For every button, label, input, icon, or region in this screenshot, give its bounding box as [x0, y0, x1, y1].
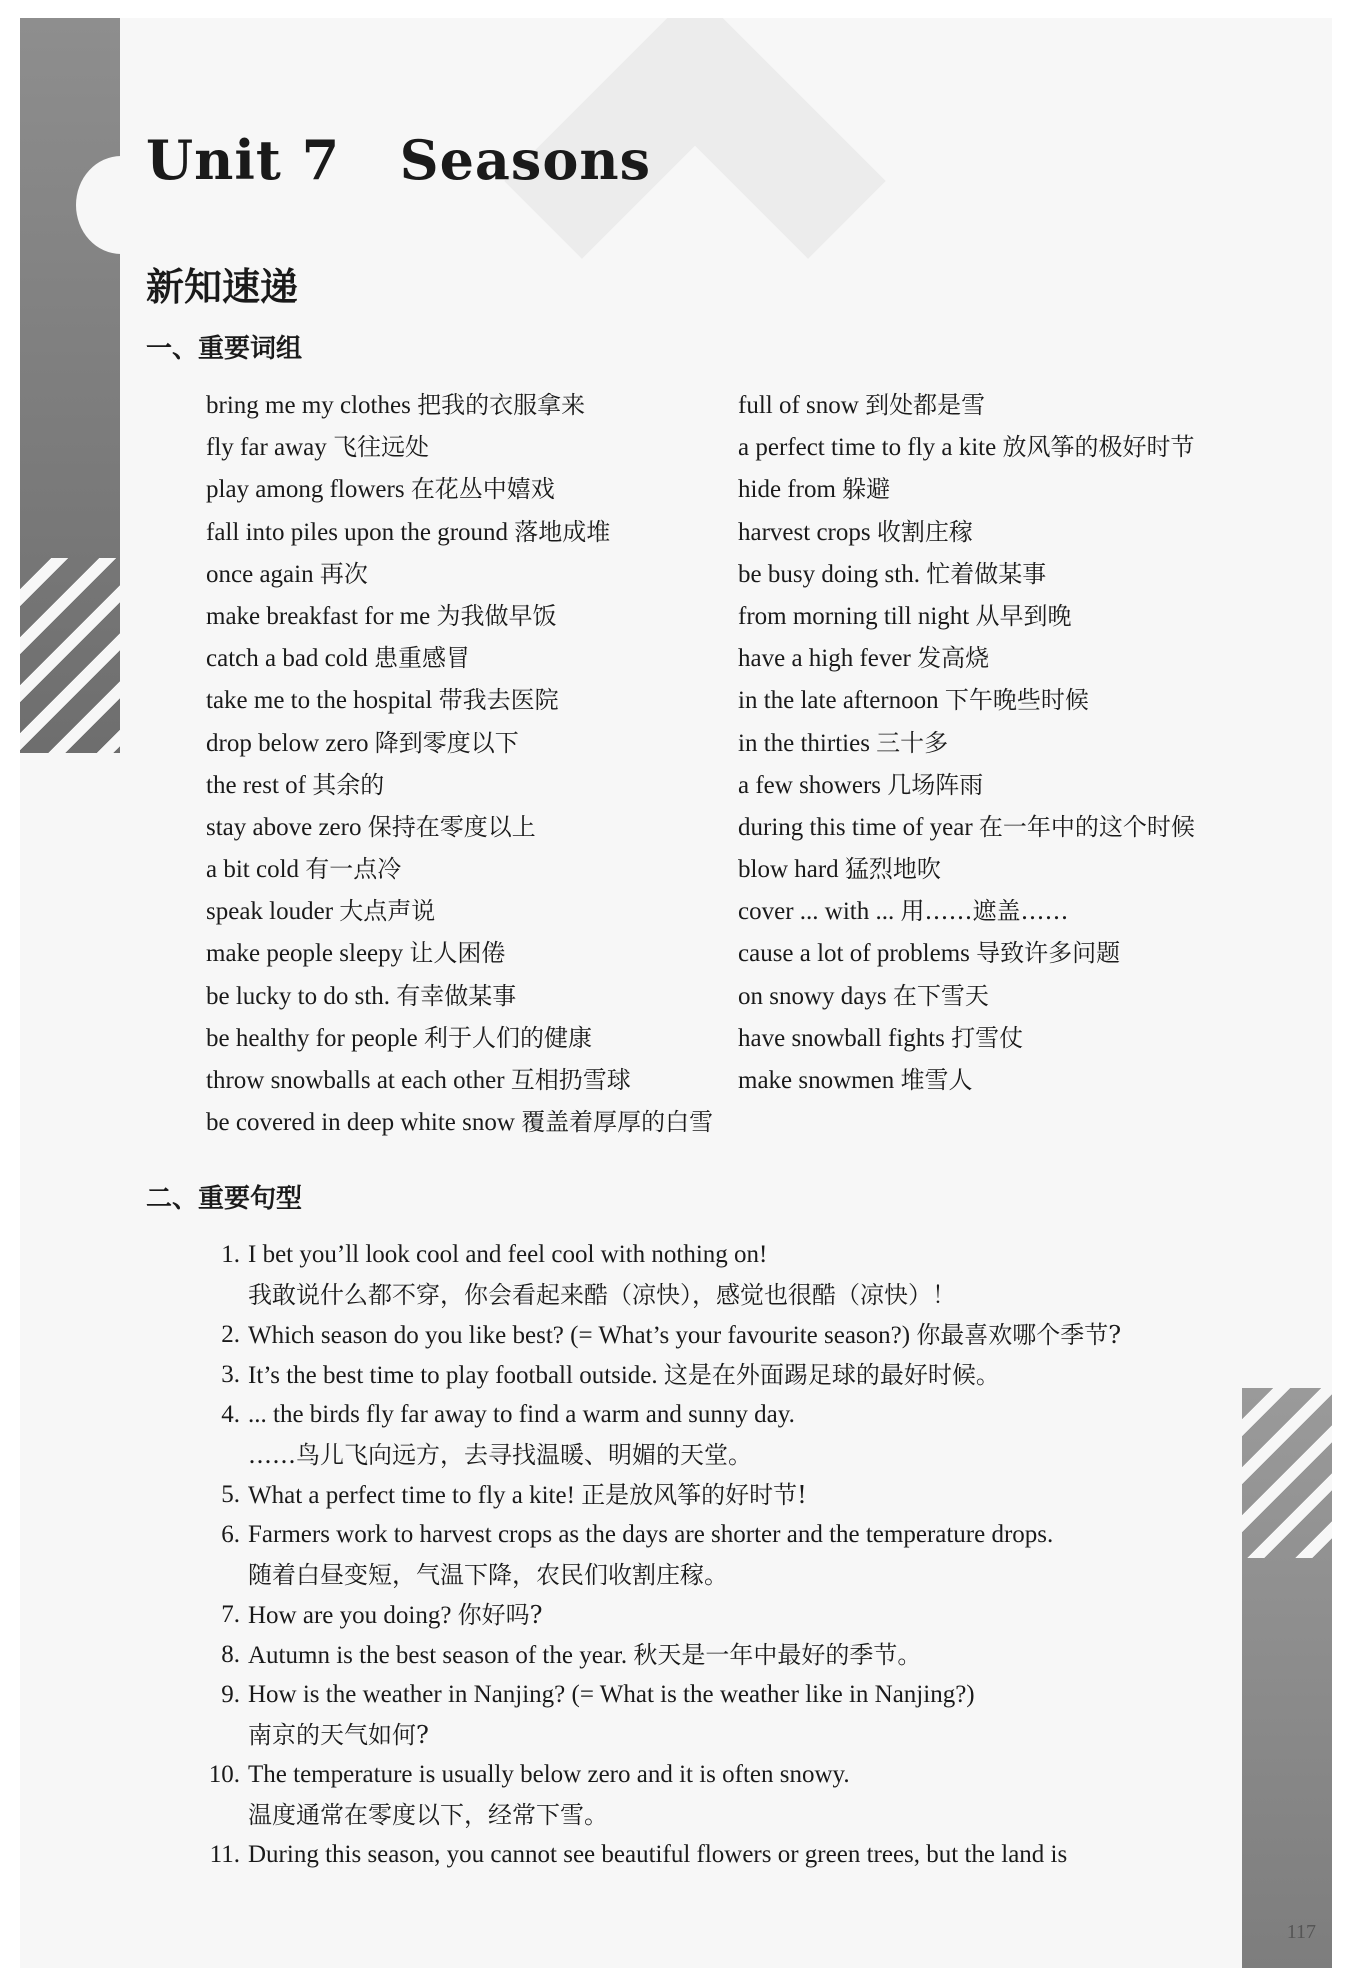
phrase-item	[738, 806, 1195, 848]
phrase-english: in the late afternoon	[738, 687, 939, 715]
phrase-english: make snowmen	[738, 1067, 895, 1094]
sentence-english: Autumn is the best season of the year.	[248, 1642, 628, 1669]
phrase-chinese: 放风筝的极好时节	[1002, 433, 1195, 462]
phrase-english: be busy doing sth.	[738, 560, 920, 588]
sentence-line	[248, 1435, 1266, 1475]
sentence-line	[248, 1275, 1266, 1315]
phrase-english: hide from	[738, 476, 836, 504]
phrase-english: harvest crops	[738, 518, 871, 546]
phrase-english: fly far away	[206, 434, 327, 462]
phrase-chinese: 在一年中的这个时候	[978, 812, 1195, 841]
sentence-english: During this season, you cannot see beautiful flowers or green trees, but the land is	[248, 1841, 1068, 1868]
phrase-item	[738, 468, 1195, 510]
sentence-item	[206, 1675, 1266, 1755]
phrase-english: blow hard	[738, 856, 839, 884]
phrases-heading: 一、重要词组	[146, 334, 303, 364]
phrase-chinese: 从早到晚	[975, 601, 1072, 630]
phrase-chinese: 到处都是雪	[865, 391, 986, 419]
phrase-chinese: 落地成堆	[514, 517, 611, 546]
phrase-item	[738, 384, 1195, 426]
sentence-number: 11.	[209, 1841, 240, 1868]
phrase-english: have snowball fights	[738, 1024, 945, 1052]
phrase-english: speak louder	[206, 898, 334, 926]
phrase-english: on snowy days	[738, 982, 887, 1010]
sentence-number: 4.	[221, 1401, 240, 1428]
sentence-item	[206, 1395, 1266, 1475]
phrase-list	[20, 384, 1332, 1144]
sentence-line	[248, 1315, 1266, 1355]
phrase-english: cause a lot of problems	[738, 940, 970, 968]
sentence-chinese: 你好吗?	[457, 1601, 543, 1629]
phrase-english: throw snowballs at each other	[206, 1067, 505, 1094]
phrase-english: during this time of year	[738, 813, 973, 841]
phrase-item	[206, 637, 713, 679]
phrase-item	[206, 553, 713, 595]
phrase-english: be lucky to do sth.	[206, 982, 391, 1010]
phrase-chinese: 发高烧	[917, 644, 990, 673]
phrase-chinese: 有一点冷	[305, 855, 402, 884]
phrase-chinese: 在花丛中嬉戏	[410, 475, 555, 504]
phrase-chinese: 收割庄稼	[876, 517, 973, 546]
phrase-english: from morning till night	[738, 602, 970, 630]
sentence-line	[248, 1555, 1266, 1595]
phrase-item	[206, 679, 713, 721]
sentence-item	[206, 1355, 1266, 1395]
sentence-english: The temperature is usually below zero and it is often snowy.	[248, 1761, 850, 1788]
phrase-item	[206, 806, 713, 848]
phrase-english: fall into piles upon the ground	[206, 518, 509, 546]
phrase-item	[738, 975, 1195, 1017]
sentence-list	[206, 1235, 1266, 1875]
sentence-english: How are you doing?	[248, 1602, 452, 1629]
phrase-item	[738, 595, 1195, 637]
sentence-number: 1.	[221, 1241, 240, 1268]
sentence-line	[248, 1595, 1266, 1635]
phrase-english: cover ... with ...	[738, 898, 895, 926]
phrase-english: make breakfast for me	[206, 602, 431, 630]
sentence-chinese: 我敢说什么都不穿，你会看起来酷（凉快），感觉也很酷（凉快）！	[248, 1281, 956, 1309]
phrase-item	[206, 764, 713, 806]
phrase-chinese: 猛烈地吹	[844, 855, 941, 884]
sentence-line	[248, 1395, 1266, 1435]
sentence-line	[248, 1355, 1266, 1395]
phrase-item	[738, 553, 1195, 595]
phrase-item	[206, 1059, 713, 1101]
phrase-english: drop below zero	[206, 729, 369, 757]
phrase-chinese: 为我做早饭	[436, 601, 557, 630]
phrase-english: catch a bad cold	[206, 645, 368, 673]
sentence-number: 8.	[221, 1641, 240, 1668]
phrase-chinese: 导致许多问题	[976, 939, 1121, 968]
phrase-chinese: 大点声说	[339, 897, 436, 926]
sentence-item	[206, 1835, 1266, 1875]
phrase-english: have a high fever	[738, 645, 911, 673]
sentence-chinese: ……鸟儿飞向远方，去寻找温暖、明媚的天堂。	[248, 1441, 752, 1469]
phrase-chinese: 下午晚些时候	[944, 686, 1089, 715]
phrase-item	[206, 722, 713, 764]
sentence-chinese: 南京的天气如何?	[248, 1721, 429, 1749]
phrase-item	[738, 1017, 1195, 1059]
phrase-item	[738, 932, 1195, 974]
section-title: 新知速递	[146, 265, 299, 309]
phrase-chinese: 患重感冒	[373, 644, 470, 673]
phrase-item	[206, 1017, 713, 1059]
phrase-english: once again	[206, 560, 314, 588]
sentence-number: 2.	[221, 1321, 240, 1348]
phrase-chinese: 把我的衣服拿来	[417, 391, 586, 419]
phrase-chinese: 带我去医院	[438, 686, 559, 715]
page-number: 117	[1286, 1921, 1316, 1943]
phrase-chinese: 打雪仗	[951, 1023, 1024, 1052]
sentence-line	[248, 1515, 1266, 1555]
sentence-chinese: 这是在外面踢足球的最好时候。	[663, 1361, 1000, 1389]
sentence-line	[248, 1755, 1266, 1795]
sentence-item	[206, 1635, 1266, 1675]
phrase-item	[206, 426, 713, 468]
sentence-english: What a perfect time to fly a kite!	[248, 1482, 575, 1509]
phrase-english: stay above zero	[206, 813, 362, 841]
phrase-item	[738, 890, 1195, 932]
phrase-column-left	[206, 384, 713, 1143]
sentence-line	[248, 1795, 1266, 1835]
sentence-english: Farmers work to harvest crops as the days are shorter and the temperature drops.	[248, 1521, 1054, 1548]
phrase-chinese: 三十多	[876, 728, 949, 757]
phrase-item	[738, 1059, 1195, 1101]
sentence-chinese: 你最喜欢哪个季节?	[916, 1321, 1122, 1349]
phrase-item	[206, 890, 713, 932]
sentence-number: 10.	[208, 1761, 240, 1788]
sentence-number: 9.	[221, 1681, 240, 1708]
phrase-chinese: 再次	[319, 559, 368, 588]
phrase-item	[206, 975, 713, 1017]
sentence-english: ... the birds fly far away to find a warm and sunny day.	[248, 1401, 795, 1428]
phrase-item	[206, 595, 713, 637]
phrase-item	[738, 637, 1195, 679]
sentence-item	[206, 1235, 1266, 1315]
sentence-number: 5.	[221, 1481, 240, 1508]
phrase-chinese: 忙着做某事	[926, 559, 1047, 588]
phrase-english: take me to the hospital	[206, 687, 433, 715]
phrase-chinese: 利于人们的健康	[423, 1023, 592, 1052]
textbook-page	[20, 18, 1332, 1968]
phrase-item	[738, 722, 1195, 764]
sentence-line	[248, 1475, 1266, 1515]
phrase-chinese: 几场阵雨	[887, 770, 984, 799]
phrase-item	[206, 384, 713, 426]
phrase-chinese: 其余的	[312, 770, 385, 799]
sentence-chinese: 正是放风筝的好时节!	[581, 1481, 807, 1509]
sentence-item	[206, 1315, 1266, 1355]
phrase-item	[738, 679, 1195, 721]
sentence-chinese: 秋天是一年中最好的季节。	[633, 1641, 922, 1669]
sentence-number: 6.	[221, 1521, 240, 1548]
phrase-item	[738, 764, 1195, 806]
phrase-english: be covered in deep white snow	[206, 1109, 515, 1137]
phrase-chinese: 覆盖着厚厚的白雪	[521, 1108, 714, 1137]
phrase-chinese: 降到零度以下	[374, 728, 519, 757]
phrase-chinese: 躲避	[842, 475, 891, 504]
phrase-english: the rest of	[206, 771, 306, 799]
phrase-english: in the thirties	[738, 729, 870, 757]
phrase-item	[206, 468, 713, 510]
sentence-line	[248, 1675, 1266, 1715]
sentences-heading: 二、重要句型	[146, 1184, 303, 1214]
phrase-chinese: 在下雪天	[892, 981, 989, 1010]
sentence-line	[248, 1835, 1266, 1875]
phrase-chinese: 有幸做某事	[396, 981, 517, 1010]
phrase-chinese: 互相扔雪球	[510, 1066, 631, 1094]
phrase-item	[206, 848, 713, 890]
phrase-item	[738, 848, 1195, 890]
phrase-item	[206, 511, 713, 553]
phrase-english: a few showers	[738, 771, 882, 799]
phrase-item	[206, 932, 713, 974]
sentence-number: 7.	[221, 1601, 240, 1628]
phrase-chinese: 让人困倦	[409, 939, 506, 968]
sentence-english: It’s the best time to play football outside.	[248, 1362, 658, 1389]
phrase-english: play among flowers	[206, 476, 405, 504]
sentence-english: I bet you’ll look cool and feel cool with nothing on!	[248, 1241, 768, 1268]
phrase-column-right	[738, 384, 1195, 1101]
sentence-line	[248, 1235, 1266, 1275]
phrase-item	[206, 1101, 713, 1143]
sentence-item	[206, 1475, 1266, 1515]
phrase-item	[738, 426, 1195, 468]
sentence-item	[206, 1755, 1266, 1835]
sentence-line	[248, 1715, 1266, 1755]
phrase-english: be healthy for people	[206, 1024, 418, 1052]
sentence-chinese: 温度通常在零度以下，经常下雪。	[248, 1801, 608, 1829]
sentence-item	[206, 1595, 1266, 1635]
phrase-chinese: 用……遮盖……	[900, 897, 1069, 926]
phrase-english: make people sleepy	[206, 940, 404, 968]
phrase-english: a bit cold	[206, 856, 300, 884]
sentence-item	[206, 1515, 1266, 1595]
phrase-item	[738, 511, 1195, 553]
phrase-english: bring me my clothes	[206, 392, 411, 419]
sentence-line	[248, 1635, 1266, 1675]
sentence-chinese: 随着白昼变短，气温下降，农民们收割庄稼。	[248, 1561, 728, 1589]
unit-title: Unit 7 Seasons	[146, 128, 652, 192]
phrase-chinese: 堆雪人	[900, 1066, 973, 1094]
sentence-english: Which season do you like best? (= What’s your favourite season?)	[248, 1322, 911, 1349]
phrase-english: a perfect time to fly a kite	[738, 434, 997, 462]
sentence-number: 3.	[221, 1361, 240, 1388]
phrase-chinese: 飞往远处	[333, 433, 430, 462]
sentence-english: How is the weather in Nanjing? (= What is the weather like in Nanjing?)	[248, 1681, 975, 1708]
phrase-chinese: 保持在零度以上	[367, 812, 536, 841]
phrase-english: full of snow	[738, 392, 859, 419]
